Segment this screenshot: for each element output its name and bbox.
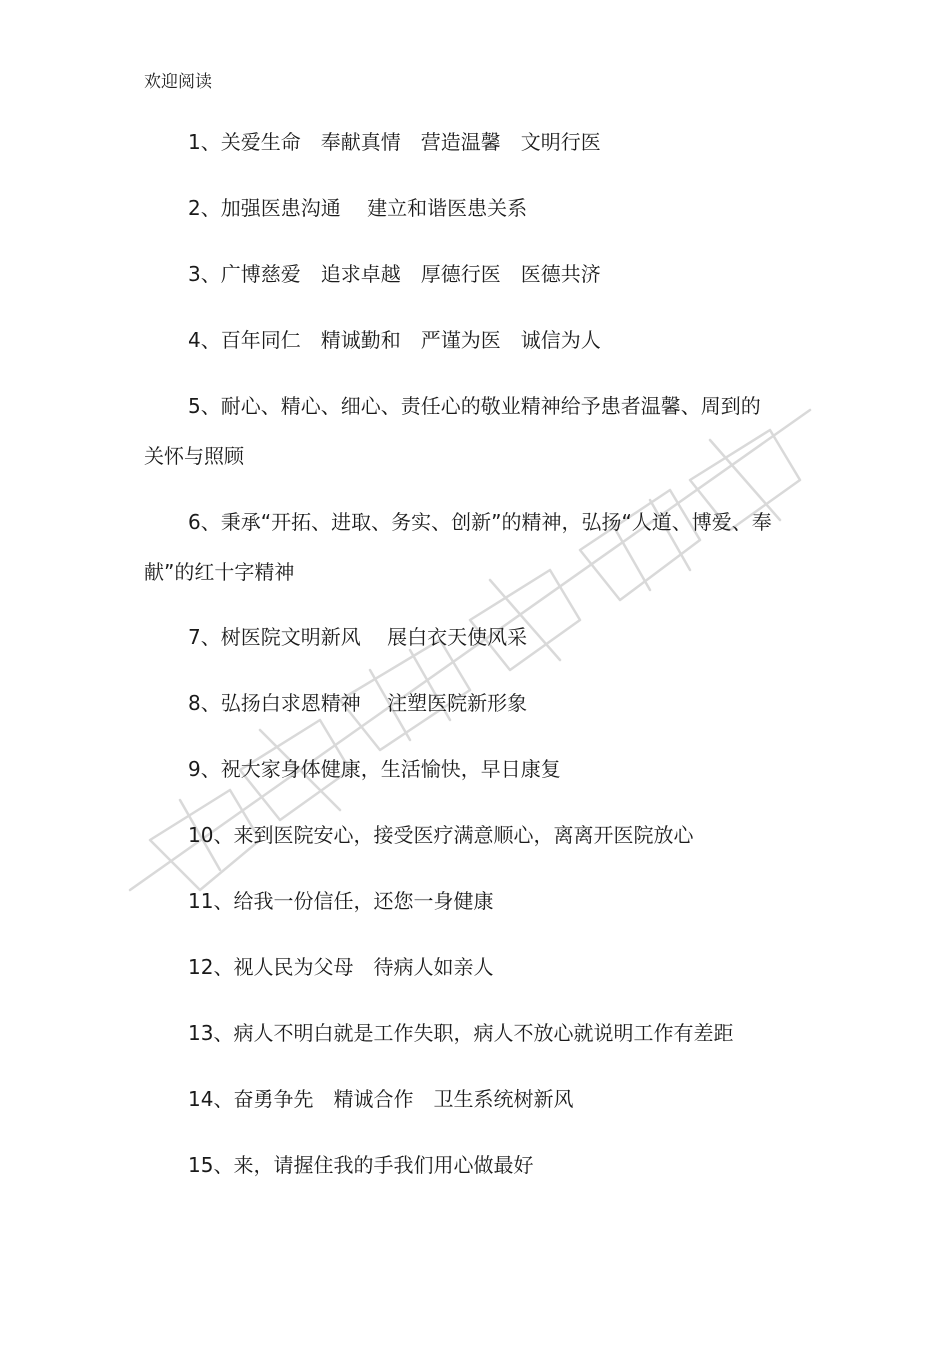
list-item: 1、关爱生命 奉献真情 营造温馨 文明行医 — [188, 130, 601, 154]
list-item: 3、广博慈爱 追求卓越 厚德行医 医德共济 — [188, 262, 601, 286]
list-item: 14、奋勇争先 精诚合作 卫生系统树新风 — [188, 1087, 574, 1111]
list-item: 4、百年同仁 精诚勤和 严谨为医 诚信为人 — [188, 328, 601, 352]
list-item: 11、给我一份信任，还您一身健康 — [188, 889, 494, 913]
list-item: 5、耐心、精心、细心、责任心的敬业精神给予患者温馨、周到的关怀与照顾 — [144, 394, 761, 468]
document-header: 欢迎阅读 — [144, 72, 212, 92]
list-item: 10、来到医院安心，接受医疗满意顺心，离离开医院放心 — [188, 823, 694, 847]
list-item: 9、祝大家身体健康，生活愉快，早日康复 — [188, 757, 561, 781]
list-item: 13、病人不明白就是工作失职，病人不放心就说明工作有差距 — [188, 1021, 734, 1045]
list-item: 15、来，请握住我的手我们用心做最好 — [188, 1153, 534, 1177]
list-item: 2、加强医患沟通 建立和谐医患关系 — [188, 196, 528, 220]
list-item: 7、树医院文明新风 展白衣天使风采 — [188, 625, 528, 649]
list-item: 12、视人民为父母 待病人如亲人 — [188, 955, 494, 979]
list-item: 8、弘扬白求恩精神 注塑医院新形象 — [188, 691, 528, 715]
list-item: 6、秉承“开拓、进取、务实、创新”的精神，弘扬“人道、博爱、奉献”的红十字精神 — [144, 510, 772, 584]
